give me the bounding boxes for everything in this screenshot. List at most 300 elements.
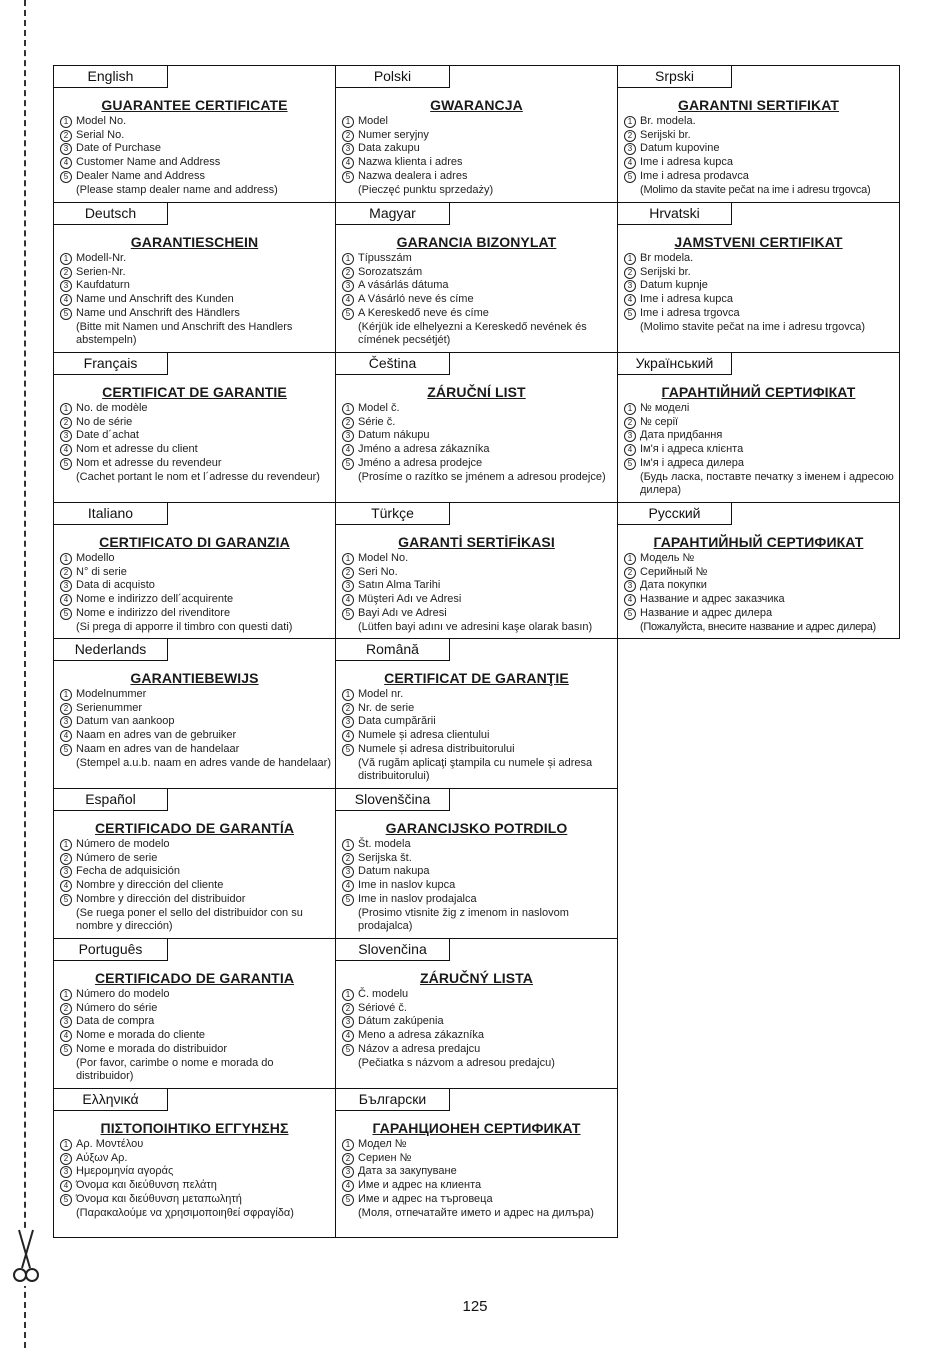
- language-label: Srpski: [618, 66, 732, 88]
- field-item: 3 Data di acquisto: [60, 579, 332, 593]
- field-item: 2 Серийный №: [624, 566, 896, 580]
- certificate-portugues: [53, 938, 336, 1089]
- circled-number-3-icon: 3: [624, 143, 636, 155]
- field-list: [342, 552, 614, 634]
- stamp-note: (Будь ласка, поставте печатку з іменем і адресою дилера): [640, 470, 894, 497]
- circled-number-1-icon: 1: [342, 116, 354, 128]
- circled-number-2-icon: 2: [60, 417, 72, 429]
- circled-number-5-icon: 5: [342, 1044, 354, 1056]
- certificate-title: ZÁRUČNÍ LIST: [427, 384, 526, 400]
- field-item: 4 A Vásárló neve és címe: [342, 293, 614, 307]
- circled-number-1-icon: 1: [342, 253, 354, 265]
- circled-number-4-icon: 4: [60, 1030, 72, 1042]
- circled-number-2-icon: 2: [342, 417, 354, 429]
- certificate-title: GARANTİ SERTİFİKASI: [398, 534, 555, 550]
- stamp-note: (Se ruega poner el sello del distribuidor con su nombre y dirección): [76, 906, 303, 933]
- language-label: Español: [54, 789, 168, 811]
- circled-number-1-icon: 1: [342, 839, 354, 851]
- circled-number-2-icon: 2: [60, 853, 72, 865]
- stamp-note: (Моля, отпечатайте името и адрес на дилъра): [358, 1206, 594, 1219]
- stamp-note: (Please stamp dealer name and address): [76, 183, 278, 196]
- circled-number-3-icon: 3: [60, 143, 72, 155]
- circled-number-4-icon: 4: [60, 1180, 72, 1192]
- field-item: 1 Br. modela.: [624, 115, 896, 129]
- certificate-francais: [53, 352, 336, 503]
- circled-number-1-icon: 1: [60, 553, 72, 565]
- circled-number-4-icon: 4: [624, 157, 636, 169]
- field-item: 1 Modell-Nr.: [60, 252, 332, 266]
- circled-number-3-icon: 3: [342, 1166, 354, 1178]
- field-item: 3 Дата за закупуване: [342, 1165, 614, 1179]
- field-item: 2 Serijski br.: [624, 129, 896, 143]
- certificate-title: CERTIFICADO DE GARANTÍA: [94, 820, 295, 836]
- field-item: 4 Ime i adresa kupca: [624, 293, 896, 307]
- certificate-ukrainskyi: [617, 352, 900, 503]
- certificate-title: ГАРАНЦИОНЕН СЕРТИФИКАТ: [372, 1120, 581, 1136]
- certificate-title: CERTIFICAT DE GARANŢIE: [384, 670, 569, 686]
- field-item: 5 A Kereskedő neve és címe: [342, 307, 614, 321]
- field-item: 4 Jméno a adresa zákazníka: [342, 443, 614, 457]
- circled-number-1-icon: 1: [342, 689, 354, 701]
- circled-number-3-icon: 3: [342, 580, 354, 592]
- certificate-deutsch: [53, 202, 336, 353]
- field-item: 2 Nr. de serie: [342, 702, 614, 716]
- circled-number-4-icon: 4: [624, 444, 636, 456]
- field-item: 1 Model nr.: [342, 688, 614, 702]
- circled-number-1-icon: 1: [342, 1139, 354, 1151]
- circled-number-1-icon: 1: [342, 553, 354, 565]
- circled-number-1-icon: 1: [60, 989, 72, 1001]
- field-item: 1 Número de modelo: [60, 838, 332, 852]
- language-label: English: [54, 66, 168, 88]
- circled-number-3-icon: 3: [342, 430, 354, 442]
- field-item: 3 A vásárlás dátuma: [342, 279, 614, 293]
- field-item: 4 Όνομα και διεύθυνση πελάτη: [60, 1179, 332, 1193]
- field-item: 3 Datum van aankoop: [60, 715, 332, 729]
- circled-number-4-icon: 4: [60, 594, 72, 606]
- field-item: 2 Serijska št.: [342, 852, 614, 866]
- language-label: Русский: [618, 503, 732, 525]
- field-item: 1 Model No.: [342, 552, 614, 566]
- circled-number-2-icon: 2: [342, 267, 354, 279]
- circled-number-3-icon: 3: [342, 866, 354, 878]
- certificate-italiano: [53, 502, 336, 639]
- circled-number-1-icon: 1: [60, 1139, 72, 1151]
- stamp-note: (Stempel a.u.b. naam en adres vande de handelaar): [76, 756, 331, 769]
- certificate-title: CERTIFICADO DE GARANTIA: [94, 970, 295, 986]
- field-item: 5 Jméno a adresa prodejce: [342, 457, 614, 471]
- field-item: 3 Date d´achat: [60, 429, 332, 443]
- field-item: 5 Nom et adresse du revendeur: [60, 457, 332, 471]
- field-list: [60, 688, 332, 770]
- circled-number-4-icon: 4: [342, 1180, 354, 1192]
- field-item: 1 Модел №: [342, 1138, 614, 1152]
- field-list: [624, 252, 896, 334]
- language-label: Slovenčina: [336, 939, 450, 961]
- circled-number-3-icon: 3: [60, 1166, 72, 1178]
- field-item: 4 Ime in naslov kupca: [342, 879, 614, 893]
- stamp-note: (Παρακαλούμε να χρησιμοποιηθεί σφραγίδα): [76, 1206, 294, 1219]
- circled-number-4-icon: 4: [342, 594, 354, 606]
- field-item: 5 Dealer Name and Address: [60, 170, 332, 184]
- certificate-balgarski: [335, 1088, 618, 1238]
- field-item: 2 Série č.: [342, 416, 614, 430]
- circled-number-3-icon: 3: [60, 716, 72, 728]
- field-item: 2 Αύξων Αρ.: [60, 1152, 332, 1166]
- field-item: 5 Ime i adresa prodavca: [624, 170, 896, 184]
- field-item: 4 Name und Anschrift des Kunden: [60, 293, 332, 307]
- field-item: 4 Nom et adresse du client: [60, 443, 332, 457]
- certificate-ellinika: [53, 1088, 336, 1238]
- field-item: 3 Data cumpărării: [342, 715, 614, 729]
- field-list: [342, 688, 614, 784]
- circled-number-5-icon: 5: [342, 894, 354, 906]
- certificate-nederlands: [53, 638, 336, 789]
- circled-number-3-icon: 3: [60, 580, 72, 592]
- field-item: 1 Model: [342, 115, 614, 129]
- circled-number-2-icon: 2: [60, 1003, 72, 1015]
- field-item: 4 Nome e indirizzo dell´acquirente: [60, 593, 332, 607]
- field-list: [60, 252, 332, 348]
- stamp-note: (Vă rugăm aplicaţi ştampila cu numele și adresa distribuitorului): [358, 756, 593, 783]
- circled-number-4-icon: 4: [60, 294, 72, 306]
- language-label: Український: [618, 353, 732, 375]
- certificate-srpski: [617, 65, 900, 203]
- field-item: 3 Дата покупки: [624, 579, 896, 593]
- field-list: [60, 988, 332, 1084]
- circled-number-5-icon: 5: [342, 608, 354, 620]
- certificate-title: GARANCIA BIZONYLAT: [396, 234, 557, 250]
- circled-number-1-icon: 1: [60, 839, 72, 851]
- field-item: 1 Model č.: [342, 402, 614, 416]
- field-item: 4 Име и адрес на клиента: [342, 1179, 614, 1193]
- certificate-romana: [335, 638, 618, 789]
- stamp-note: (Molimo stavite pečat na ime i adresu trgovca): [640, 320, 865, 333]
- certificate-title: CERTIFICATO DI GARANZIA: [99, 534, 290, 550]
- language-label: Türkçe: [336, 503, 450, 525]
- field-item: 2 Número de serie: [60, 852, 332, 866]
- language-label: Nederlands: [54, 639, 168, 661]
- field-item: 5 Nome e morada do distribuidor: [60, 1043, 332, 1057]
- field-item: 1 Št. modela: [342, 838, 614, 852]
- circled-number-5-icon: 5: [342, 458, 354, 470]
- circled-number-5-icon: 5: [60, 894, 72, 906]
- field-item: 3 Дата придбання: [624, 429, 896, 443]
- circled-number-1-icon: 1: [624, 253, 636, 265]
- circled-number-1-icon: 1: [624, 403, 636, 415]
- circled-number-2-icon: 2: [624, 567, 636, 579]
- field-item: 2 Serial No.: [60, 129, 332, 143]
- certificate-slovencina: [335, 938, 618, 1089]
- certificate-title: GUARANTEE CERTIFICATE: [101, 97, 288, 113]
- field-item: 5 Numele și adresa distribuitorului: [342, 743, 614, 757]
- field-list: [342, 115, 614, 197]
- field-item: 1 Modello: [60, 552, 332, 566]
- circled-number-1-icon: 1: [624, 553, 636, 565]
- field-item: 1 № моделі: [624, 402, 896, 416]
- field-list: [60, 1138, 332, 1220]
- field-item: 3 Data de compra: [60, 1015, 332, 1029]
- circled-number-2-icon: 2: [624, 417, 636, 429]
- field-item: 3 Datum nakupa: [342, 865, 614, 879]
- language-label: Čeština: [336, 353, 450, 375]
- circled-number-2-icon: 2: [342, 1003, 354, 1015]
- circled-number-1-icon: 1: [60, 689, 72, 701]
- certificate-slovenscina: [335, 788, 618, 939]
- field-item: 5 Име и адрес на търговеца: [342, 1193, 614, 1207]
- language-label: Български: [336, 1089, 450, 1111]
- field-list: [342, 988, 614, 1070]
- circled-number-3-icon: 3: [60, 430, 72, 442]
- certificate-magyar: [335, 202, 618, 353]
- circled-number-5-icon: 5: [60, 1194, 72, 1206]
- field-list: [60, 552, 332, 634]
- field-item: 3 Datum kupovine: [624, 142, 896, 156]
- field-list: [342, 838, 614, 934]
- circled-number-4-icon: 4: [60, 880, 72, 892]
- field-item: 4 Ім'я і адреса клієнта: [624, 443, 896, 457]
- circled-number-3-icon: 3: [624, 580, 636, 592]
- stamp-note: (Prosíme o razítko se jménem a adresou prodejce): [358, 470, 606, 483]
- field-item: 3 Kaufdaturn: [60, 279, 332, 293]
- field-item: 4 Название и адрес заказчика: [624, 593, 896, 607]
- certificate-english: [53, 65, 336, 203]
- field-item: 5 Názov a adresa predajcu: [342, 1043, 614, 1057]
- circled-number-2-icon: 2: [342, 703, 354, 715]
- stamp-note: (Пожалуйста, внесите название и адрес дилера): [640, 620, 876, 633]
- field-item: 5 Name und Anschrift des Händlers: [60, 307, 332, 321]
- field-item: 2 Seri No.: [342, 566, 614, 580]
- field-item: 2 N° di serie: [60, 566, 332, 580]
- field-item: 2 Numer seryjny: [342, 129, 614, 143]
- circled-number-5-icon: 5: [624, 458, 636, 470]
- field-item: 5 Название и адрес дилера: [624, 607, 896, 621]
- field-item: 2 Número do série: [60, 1002, 332, 1016]
- circled-number-5-icon: 5: [60, 171, 72, 183]
- certificate-hrvatski: [617, 202, 900, 353]
- circled-number-5-icon: 5: [342, 1194, 354, 1206]
- field-item: 3 Date of Purchase: [60, 142, 332, 156]
- field-item: 1 Número do modelo: [60, 988, 332, 1002]
- field-item: 5 Nombre y dirección del distribuidor: [60, 893, 332, 907]
- circled-number-1-icon: 1: [60, 253, 72, 265]
- language-label: Italiano: [54, 503, 168, 525]
- field-item: 2 Serienummer: [60, 702, 332, 716]
- circled-number-4-icon: 4: [342, 1030, 354, 1042]
- circled-number-5-icon: 5: [60, 744, 72, 756]
- circled-number-4-icon: 4: [624, 594, 636, 606]
- field-item: 4 Ime i adresa kupca: [624, 156, 896, 170]
- certificate-title: GARANCIJSKO POTRDILO: [385, 820, 568, 836]
- circled-number-2-icon: 2: [60, 130, 72, 142]
- circled-number-5-icon: 5: [60, 1044, 72, 1056]
- circled-number-1-icon: 1: [624, 116, 636, 128]
- field-item: 5 Nazwa dealera i adres: [342, 170, 614, 184]
- certificate-title: ГАРАНТИЙНЫЙ СЕРТИФИКАТ: [653, 534, 864, 550]
- stamp-note: (Prosimo vtisnite žig z imenom in naslovom prodajalca): [358, 906, 569, 933]
- field-item: 4 Müşteri Adı ve Adresi: [342, 593, 614, 607]
- certificate-title: JAMSTVENI CERTIFIKAT: [674, 234, 843, 250]
- language-label: Português: [54, 939, 168, 961]
- field-item: 4 Meno a adresa zákazníka: [342, 1029, 614, 1043]
- circled-number-2-icon: 2: [60, 703, 72, 715]
- field-item: 5 Nome e indirizzo del rivenditore: [60, 607, 332, 621]
- circled-number-4-icon: 4: [342, 294, 354, 306]
- language-label: Magyar: [336, 203, 450, 225]
- certificate-title: CERTIFICAT DE GARANTIE: [102, 384, 287, 400]
- field-item: 3 Datum kupnje: [624, 279, 896, 293]
- field-item: 1 No. de modèle: [60, 402, 332, 416]
- field-item: 1 Br modela.: [624, 252, 896, 266]
- circled-number-4-icon: 4: [624, 294, 636, 306]
- circled-number-4-icon: 4: [60, 444, 72, 456]
- circled-number-3-icon: 3: [60, 1016, 72, 1028]
- field-item: 2 No de série: [60, 416, 332, 430]
- circled-number-5-icon: 5: [624, 608, 636, 620]
- circled-number-2-icon: 2: [624, 267, 636, 279]
- circled-number-3-icon: 3: [60, 866, 72, 878]
- field-item: 4 Nombre y dirección del cliente: [60, 879, 332, 893]
- circled-number-5-icon: 5: [60, 458, 72, 470]
- circled-number-2-icon: 2: [342, 567, 354, 579]
- circled-number-4-icon: 4: [342, 444, 354, 456]
- language-label: Polski: [336, 66, 450, 88]
- certificate-title: GARANTNI SERTIFIKAT: [677, 97, 840, 113]
- field-item: 3 Satın Alma Tarihi: [342, 579, 614, 593]
- certificate-espanol: [53, 788, 336, 939]
- field-list: [60, 838, 332, 934]
- certificate-title: GARANTIEBEWIJS: [130, 670, 259, 686]
- field-item: 1 Model No.: [60, 115, 332, 129]
- circled-number-4-icon: 4: [60, 157, 72, 169]
- field-item: 3 Datum nákupu: [342, 429, 614, 443]
- circled-number-4-icon: 4: [342, 157, 354, 169]
- circled-number-4-icon: 4: [60, 730, 72, 742]
- field-list: [624, 552, 896, 634]
- field-list: [60, 402, 332, 484]
- stamp-note: (Lütfen bayi adını ve adresini kaşe olarak basın): [358, 620, 593, 633]
- field-item: 1 Č. modelu: [342, 988, 614, 1002]
- certificate-title: ZÁRUČNÝ LISTA: [419, 970, 534, 986]
- circled-number-5-icon: 5: [60, 608, 72, 620]
- stamp-note: (Bitte mit Namen und Anschrift des Handlers abstempeln): [76, 320, 293, 347]
- field-item: 2 Сериен №: [342, 1152, 614, 1166]
- circled-number-3-icon: 3: [60, 280, 72, 292]
- field-item: 5 Naam en adres van de handelaar: [60, 743, 332, 757]
- field-item: 3 Ημερομηνία αγοράς: [60, 1165, 332, 1179]
- field-item: 4 Nazwa klienta i adres: [342, 156, 614, 170]
- scissors-icon: [10, 1228, 42, 1286]
- page-number: 125: [462, 1298, 488, 1315]
- circled-number-3-icon: 3: [624, 430, 636, 442]
- certificate-turkce: [335, 502, 618, 639]
- circled-number-5-icon: 5: [342, 171, 354, 183]
- cut-line: [24, 0, 26, 1348]
- circled-number-2-icon: 2: [342, 1153, 354, 1165]
- circled-number-2-icon: 2: [624, 130, 636, 142]
- field-item: 3 Dátum zakúpenia: [342, 1015, 614, 1029]
- stamp-note: (Molimo da stavite pečat na ime i adresu trgovca): [640, 183, 871, 196]
- certificate-title: GARANTIESCHEIN: [130, 234, 259, 250]
- circled-number-3-icon: 3: [342, 1016, 354, 1028]
- circled-number-3-icon: 3: [342, 143, 354, 155]
- field-item: 5 Ім'я і адреса дилера: [624, 457, 896, 471]
- circled-number-5-icon: 5: [624, 171, 636, 183]
- stamp-note: (Pieczęć punktu sprzedaży): [358, 183, 494, 196]
- circled-number-1-icon: 1: [342, 989, 354, 1001]
- language-label: Slovenščina: [336, 789, 450, 811]
- field-item: 2 Serijski br.: [624, 266, 896, 280]
- circled-number-5-icon: 5: [342, 744, 354, 756]
- field-list: [342, 252, 614, 348]
- circled-number-3-icon: 3: [342, 280, 354, 292]
- field-item: 3 Fecha de adquisición: [60, 865, 332, 879]
- circled-number-3-icon: 3: [624, 280, 636, 292]
- field-item: 4 Nome e morada do cliente: [60, 1029, 332, 1043]
- field-item: 1 Модель №: [624, 552, 896, 566]
- certificate-title: GWARANCJA: [430, 97, 523, 113]
- circled-number-2-icon: 2: [60, 1153, 72, 1165]
- certificate-russkiy: [617, 502, 900, 639]
- field-list: [60, 115, 332, 197]
- field-list: [342, 1138, 614, 1220]
- circled-number-5-icon: 5: [624, 308, 636, 320]
- certificate-cestina: [335, 352, 618, 503]
- field-list: [624, 115, 896, 197]
- circled-number-3-icon: 3: [342, 716, 354, 728]
- circled-number-4-icon: 4: [342, 880, 354, 892]
- field-list: [342, 402, 614, 484]
- field-item: 2 Serien-Nr.: [60, 266, 332, 280]
- field-item: 2 Sorozatszám: [342, 266, 614, 280]
- circled-number-2-icon: 2: [342, 853, 354, 865]
- language-label: Deutsch: [54, 203, 168, 225]
- language-label: Ελληνικά: [54, 1089, 168, 1111]
- stamp-note: (Por favor, carimbe o nome e morada do distribuidor): [76, 1056, 274, 1083]
- stamp-note: (Si prega di apporre il timbro con questi dati): [76, 620, 293, 633]
- field-item: 1 Modelnummer: [60, 688, 332, 702]
- field-item: 5 Όνομα και διεύθυνση μεταπωλητή: [60, 1193, 332, 1207]
- certificate-title: ΠΙΣΤΟΠΟΙΗΤΙΚΟ ΕΓΓΥΗΣΗΣ: [100, 1120, 289, 1136]
- field-item: 2 Sériové č.: [342, 1002, 614, 1016]
- field-item: 4 Numele și adresa clientului: [342, 729, 614, 743]
- field-item: 2 № серії: [624, 416, 896, 430]
- language-label: Română: [336, 639, 450, 661]
- field-item: 4 Naam en adres van de gebruiker: [60, 729, 332, 743]
- field-item: 5 Ime i adresa trgovca: [624, 307, 896, 321]
- circled-number-1-icon: 1: [342, 403, 354, 415]
- circled-number-1-icon: 1: [60, 116, 72, 128]
- circled-number-1-icon: 1: [60, 403, 72, 415]
- circled-number-4-icon: 4: [342, 730, 354, 742]
- stamp-note: (Cachet portant le nom et l´adresse du revendeur): [76, 470, 320, 483]
- language-label: Français: [54, 353, 168, 375]
- field-item: 1 Αρ. Μοντέλου: [60, 1138, 332, 1152]
- circled-number-2-icon: 2: [60, 567, 72, 579]
- certificate-title: ГАРАНТІЙНИЙ СЕРТИФІКАТ: [661, 384, 856, 400]
- field-item: 4 Customer Name and Address: [60, 156, 332, 170]
- stamp-note: (Pečiatka s názvom a adresou predajcu): [358, 1056, 555, 1069]
- certificate-polski: [335, 65, 618, 203]
- stamp-note: (Kérjük ide elhelyezni a Kereskedő nevének és címének pecsétjét): [358, 320, 587, 347]
- circled-number-2-icon: 2: [342, 130, 354, 142]
- field-item: 3 Data zakupu: [342, 142, 614, 156]
- field-item: 5 Ime in naslov prodajalca: [342, 893, 614, 907]
- field-item: 1 Típusszám: [342, 252, 614, 266]
- field-list: [624, 402, 896, 498]
- language-label: Hrvatski: [618, 203, 732, 225]
- circled-number-5-icon: 5: [342, 308, 354, 320]
